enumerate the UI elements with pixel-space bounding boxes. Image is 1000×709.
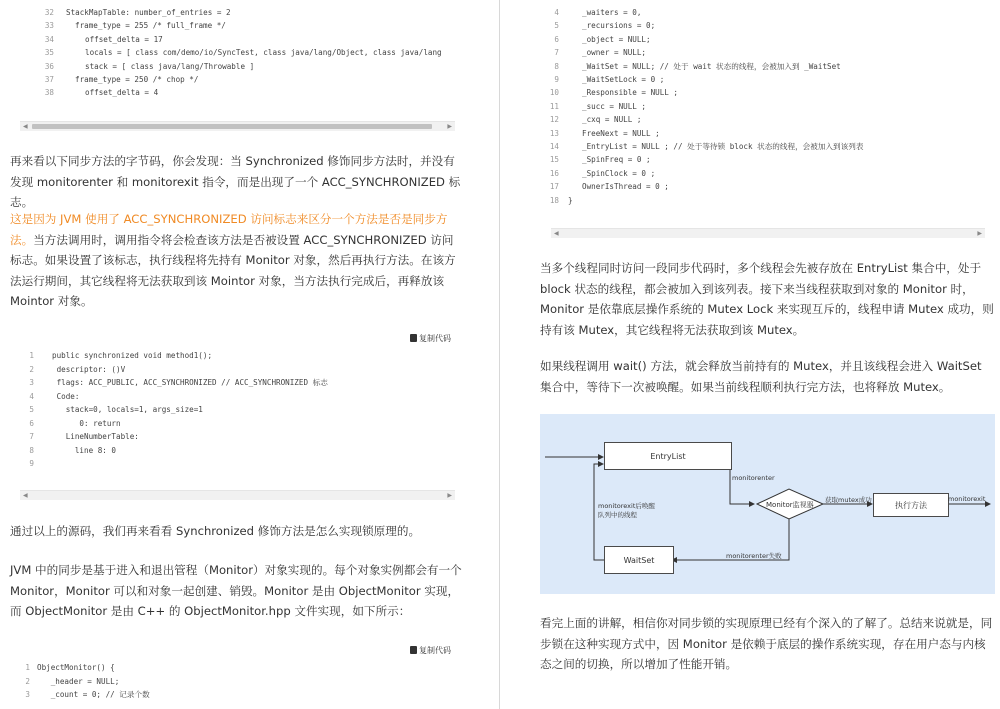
scroll-left-arrow-icon[interactable]: ◀	[554, 230, 559, 237]
code-line: 36 stack = [ class java/lang/Throwable ]	[44, 62, 255, 71]
code-block-objectmonitor	[0, 661, 455, 703]
code-line: 33 frame_type = 255 /* full_frame */	[44, 21, 226, 30]
monitor-label: Monitor监视器	[766, 501, 814, 509]
paragraph: 当多个线程同时访问一段同步代码时，多个线程会先被存放在 EntryList 集合中，处于 block 状态的线程，都会被加入到该列表。接下来当线程获取到对象的 Monitor 时，Monitor 是依靠底层操作系统的 Mutex Lock 来实现互斥的，线程申请 Mutex 成功，则持有该 Mutex，其它线程将无法获取到该 Mutex。	[540, 261, 994, 337]
scroll-right-arrow-icon[interactable]: ▶	[977, 230, 982, 237]
paragraph: JVM 中的同步是基于进入和退出管程（Monitor）对象实现的。每个对象实例都会有一个 Monitor，Monitor 可以和对象一起创建、销毁。Monitor 是由 ObjectMonitor 实现，而 ObjectMonitor 是由 C++ 的 ObjectMonitor.hpp 文件实现，如下所示：	[10, 563, 462, 618]
code-line: 6 _object = NULL;	[554, 34, 651, 44]
code-line: 12 _cxq = NULL ;	[549, 115, 642, 125]
copy-icon	[410, 334, 417, 342]
code-line: 35 locals = [ class com/demo/io/SyncTest, class java/lang/Object, class java/lang	[44, 48, 442, 57]
highlighted-sentence: 这是因为 JVM 使用了 ACC_SYNCHRONIZED 访问标志来区分一个方法是否是同步方法。	[10, 212, 448, 247]
horizontal-scrollbar[interactable]	[20, 121, 455, 131]
code-line: 34 offset_delta = 17	[44, 35, 163, 44]
code-line: 10 _Responsible = NULL ;	[549, 88, 679, 98]
code-line: 11 _succ = NULL ;	[549, 101, 647, 111]
monitorexit-wake-label: monitorexit后唤醒队列中的线程	[598, 502, 655, 519]
code-line: 5 _recursions = 0;	[554, 21, 656, 31]
code-block-stackmap	[20, 6, 455, 110]
code-line: 7 _owner = NULL;	[554, 48, 647, 58]
paragraph: 通过以上的源码，我们再来看看 Synchronized 修饰方法是怎么实现锁原理的。	[10, 524, 421, 538]
monitorexit-label: monitorexit	[948, 495, 986, 503]
code-line: 8 line 8: 0	[29, 445, 117, 455]
code-line: 4 _waiters = 0,	[554, 8, 642, 17]
code-line: 14 _EntryList = NULL ; // 处于等待锁 block 状态的线程，会被加入到该列表	[549, 142, 864, 151]
paragraph-text: 当方法调用时，调用指令将会检查该方法是否被设置 ACC_SYNCHRONIZED 访问标志。如果设置了该标志，执行线程将先持有 Monitor 对象，然后再执行方法。在该方法运行期间，其它线程将无法获取到该 Mointor 对象，当方法执行完成后，再释放该 Mointor 对象。	[10, 232, 456, 308]
code-line: 38 offset_delta = 4	[44, 88, 159, 97]
copy-icon	[410, 646, 417, 654]
code-block-method1	[0, 349, 455, 471]
paragraph: 再来看以下同步方法的字节码，你会发现：当 Synchronized 修饰同步方法时，并没有发现 monitorenter 和 monitorexit 指令，而是出现了一个 ACC_SYNCHRONIZED 标志。	[10, 154, 461, 209]
copy-code-button[interactable]: 复制代码	[410, 333, 451, 345]
paragraph: 看完上面的讲解，相信你对同步锁的实现原理已经有个深入的了解了。总结来说就是，同步锁在这种实现方式中，因 Monitor 是依赖于底层的操作系统实现，存在用户态与内核态之间的切换，所以增加了性能开销。	[540, 616, 993, 671]
code-line: 15 _SpinFreq = 0 ;	[549, 155, 651, 165]
code-line: 3 _count = 0; // 记录个数	[25, 690, 150, 699]
code-line: 9	[29, 459, 34, 468]
code-line: 6 0: return	[29, 418, 121, 428]
scroll-left-arrow-icon[interactable]: ◀	[23, 123, 28, 130]
code-line: 3 flags: ACC_PUBLIC, ACC_SYNCHRONIZED // ACC_SYNCHRONIZED 标志	[29, 378, 328, 387]
paragraph	[10, 209, 465, 312]
code-line: 8 _WaitSet = NULL; // 处于 wait 状态的线程，会被加入到 _WaitSet	[554, 61, 841, 71]
waitset-box: WaitSet	[604, 546, 674, 574]
acquire-mutex-label: 获取mutex成功	[825, 496, 872, 504]
code-block-objectmonitor-fields	[525, 6, 990, 208]
monitorenter-label: monitorenter	[732, 474, 775, 482]
code-line: 5 stack=0, locals=1, args_size=1	[29, 405, 203, 414]
code-line: 7 LineNumberTable:	[29, 432, 139, 441]
paragraph: 如果线程调用 wait() 方法，就会释放当前持有的 Mutex，并且该线程会进入 WaitSet 集合中，等待下一次被唤醒。如果当前线程顺利执行完方法，也将释放 Mutex。	[540, 359, 982, 394]
code-line: 13 FreeNext = NULL ;	[549, 128, 660, 138]
scroll-left-arrow-icon[interactable]: ◀	[23, 492, 28, 499]
code-line: 16 _SpinClock = 0 ;	[549, 168, 656, 178]
entrylist-box: EntryList	[604, 442, 732, 470]
code-line: 1 ObjectMonitor() {	[25, 663, 115, 672]
code-line: 2 _header = NULL;	[25, 676, 120, 686]
scrollbar-thumb[interactable]	[32, 124, 432, 129]
column-divider	[499, 0, 500, 709]
horizontal-scrollbar[interactable]	[20, 490, 455, 500]
execute-method-box: 执行方法	[873, 493, 949, 517]
monitor-flow-diagram	[540, 414, 995, 594]
code-line: 4 Code:	[29, 391, 80, 401]
monitorenter-fail-label: monitorenter失败	[726, 552, 782, 560]
code-line: 17 OwnerIsThread = 0 ;	[549, 182, 669, 192]
code-line: 1 public synchronized void method1();	[29, 351, 213, 360]
scroll-right-arrow-icon[interactable]: ▶	[447, 492, 452, 499]
horizontal-scrollbar[interactable]	[551, 228, 985, 238]
scroll-right-arrow-icon[interactable]: ▶	[447, 123, 452, 130]
code-line: 18 }	[549, 195, 573, 205]
code-line: 9 _WaitSetLock = 0 ;	[554, 75, 665, 84]
code-line: 37 frame_type = 250 /* chop */	[44, 75, 199, 84]
code-line: 32 StackMapTable: number_of_entries = 2	[44, 8, 231, 17]
copy-code-button[interactable]: 复制代码	[410, 645, 451, 657]
code-line: 2 descriptor: ()V	[29, 364, 126, 374]
